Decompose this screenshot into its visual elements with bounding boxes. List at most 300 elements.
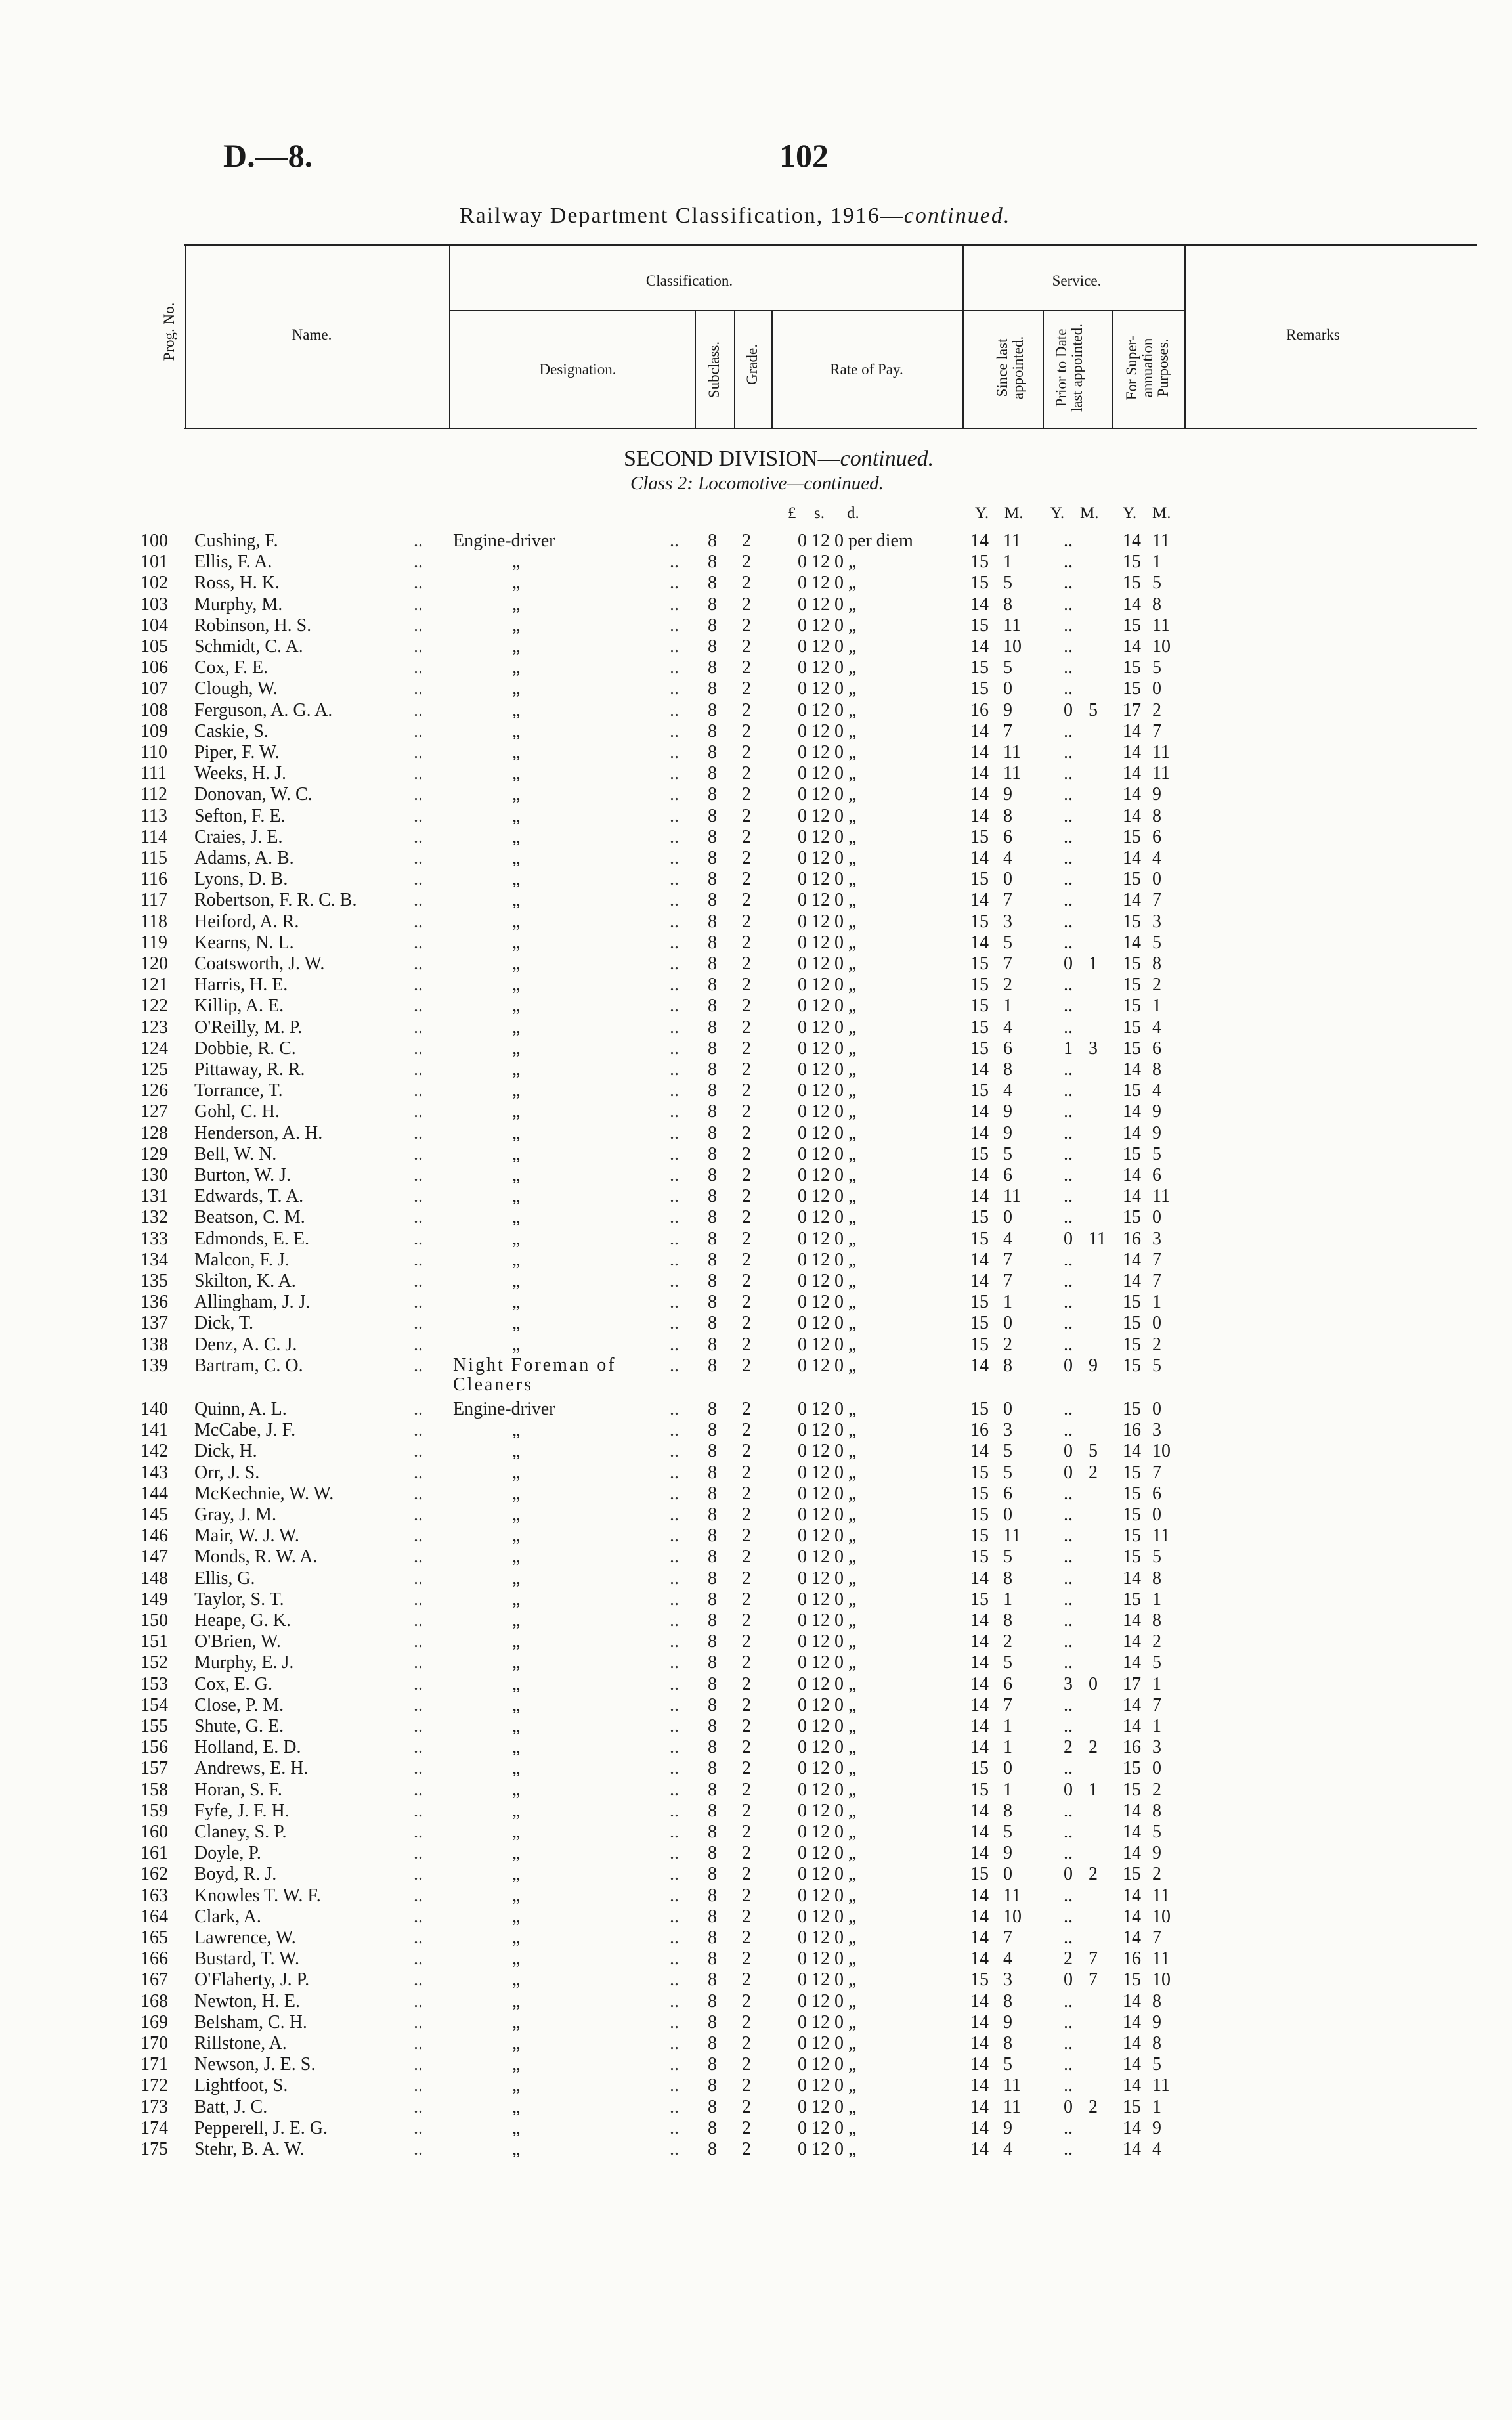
col-rule-2 xyxy=(449,244,450,428)
cell-designation: „ xyxy=(512,1441,521,1462)
cell-super-months: 8 xyxy=(1152,1991,1161,2012)
cell-super-years: 15 xyxy=(1123,678,1141,699)
cell-rate-of-pay: 0 12 0 „ xyxy=(798,1249,857,1270)
cell-name: Robertson, F. R. C. B. xyxy=(194,890,357,911)
cell-prog-no: 110 xyxy=(140,742,167,762)
cell-super-years: 15 xyxy=(1123,1017,1141,1038)
cell-grade: 2 xyxy=(742,1292,751,1313)
cell-name: Belsham, C. H. xyxy=(194,2012,307,2033)
cell-super-months: 3 xyxy=(1152,1737,1161,1758)
leader-dots: .. xyxy=(414,2054,423,2075)
cell-since-months: 5 xyxy=(1003,932,1012,953)
cell-grade: 2 xyxy=(742,720,751,741)
leader-dots: .. xyxy=(414,826,423,847)
cell-prior-years: .. xyxy=(1064,573,1073,594)
cell-since-months: 7 xyxy=(1003,954,1012,974)
cell-rate-of-pay: 0 12 0 „ xyxy=(798,1927,857,1948)
cell-subclass: 8 xyxy=(708,1610,717,1631)
cell-prior-years: 1 xyxy=(1064,1038,1073,1059)
cell-designation: „ xyxy=(512,1737,521,1758)
cell-subclass: 8 xyxy=(708,784,717,805)
cell-name: Ferguson, A. G. A. xyxy=(194,699,333,720)
cell-prog-no: 160 xyxy=(140,1822,168,1842)
cell-prior-years: 0 xyxy=(1064,1779,1073,1800)
cell-subclass: 8 xyxy=(708,1758,717,1779)
cell-super-years: 15 xyxy=(1123,1313,1141,1334)
cell-since-months: 7 xyxy=(1003,1694,1012,1715)
cell-designation: „ xyxy=(512,1038,521,1059)
cell-since-years: 14 xyxy=(970,1716,989,1736)
cell-since-years: 15 xyxy=(970,826,989,847)
cell-prior-years: .. xyxy=(1064,1822,1073,1842)
cell-since-months: 5 xyxy=(1003,2054,1012,2075)
cell-grade: 2 xyxy=(742,615,751,636)
cell-prior-years: 2 xyxy=(1064,1948,1073,1969)
leader-dots: .. xyxy=(414,678,423,699)
cell-subclass: 8 xyxy=(708,1547,717,1568)
cell-super-months: 11 xyxy=(1152,1526,1170,1547)
cell-since-years: 15 xyxy=(970,1526,989,1547)
cell-name: Mair, W. J. W. xyxy=(194,1526,299,1547)
table-row xyxy=(0,827,1512,848)
cell-super-years: 14 xyxy=(1123,1122,1141,1143)
cell-since-months: 9 xyxy=(1003,1843,1012,1864)
leader-dots: .. xyxy=(670,1059,679,1080)
cell-since-years: 15 xyxy=(970,996,989,1017)
cell-since-years: 15 xyxy=(970,1779,989,1800)
col-remarks: Remarks xyxy=(1286,326,1340,343)
cell-subclass: 8 xyxy=(708,699,717,720)
cell-since-years: 15 xyxy=(970,1864,989,1885)
leader-dots: .. xyxy=(414,2075,423,2096)
cell-super-years: 14 xyxy=(1123,2054,1141,2075)
cell-grade: 2 xyxy=(742,1822,751,1842)
leader-dots: .. xyxy=(414,657,423,678)
cell-rate-of-pay: 0 12 0 „ xyxy=(798,2096,857,2117)
cell-designation: „ xyxy=(512,678,521,699)
cell-prior-years: .. xyxy=(1064,1207,1073,1228)
cell-super-months: 7 xyxy=(1152,1462,1161,1483)
cell-prior-years: .. xyxy=(1064,552,1073,573)
leader-dots: .. xyxy=(670,699,679,720)
cell-grade: 2 xyxy=(742,1505,751,1525)
cell-grade: 2 xyxy=(742,1228,751,1249)
cell-name: Cox, E. G. xyxy=(194,1673,272,1694)
cell-since-years: 15 xyxy=(970,657,989,678)
cell-grade: 2 xyxy=(742,826,751,847)
table-row xyxy=(0,1737,1512,1758)
cell-designation: „ xyxy=(512,1462,521,1483)
leader-dots: .. xyxy=(670,1843,679,1864)
cell-subclass: 8 xyxy=(708,1906,717,1927)
cell-since-years: 14 xyxy=(970,1122,989,1143)
cell-name: Harris, H. E. xyxy=(194,975,288,996)
cell-prog-no: 128 xyxy=(140,1122,168,1143)
cell-prog-no: 121 xyxy=(140,975,168,996)
table-row xyxy=(0,636,1512,657)
leader-dots: .. xyxy=(670,975,679,996)
cell-prior-years: .. xyxy=(1064,1610,1073,1631)
cell-since-months: 9 xyxy=(1003,699,1012,720)
cell-designation: Engine-driver xyxy=(453,1399,555,1419)
cell-name: Pepperell, J. E. G. xyxy=(194,2117,328,2138)
cell-designation: „ xyxy=(512,1673,521,1694)
cell-name: Cushing, F. xyxy=(194,531,278,551)
cell-prog-no: 171 xyxy=(140,2054,168,2075)
cell-prior-years: .. xyxy=(1064,615,1073,636)
cell-super-months: 7 xyxy=(1152,1249,1161,1270)
cell-grade: 2 xyxy=(742,1547,751,1568)
cell-super-years: 14 xyxy=(1123,1568,1141,1589)
leader-dots: .. xyxy=(670,1758,679,1779)
cell-since-months: 5 xyxy=(1003,1462,1012,1483)
cell-prior-months: 5 xyxy=(1089,1441,1098,1462)
cell-super-months: 4 xyxy=(1152,848,1161,868)
leader-dots: .. xyxy=(670,1885,679,1906)
cell-since-years: 14 xyxy=(970,2117,989,2138)
cell-subclass: 8 xyxy=(708,2054,717,2075)
cell-grade: 2 xyxy=(742,531,751,551)
cell-super-months: 11 xyxy=(1152,742,1170,762)
cell-prior-years: .. xyxy=(1064,2139,1073,2159)
cell-since-months: 7 xyxy=(1003,1927,1012,1948)
cell-super-years: 15 xyxy=(1123,1589,1141,1610)
cell-super-months: 3 xyxy=(1152,911,1161,932)
cell-name: Ross, H. K. xyxy=(194,573,280,594)
cell-since-years: 14 xyxy=(970,1843,989,1864)
cell-rate-of-pay: 0 12 0 „ xyxy=(798,573,857,594)
leader-dots: .. xyxy=(670,848,679,868)
cell-since-months: 4 xyxy=(1003,1228,1012,1249)
cell-since-months: 0 xyxy=(1003,678,1012,699)
classification-subrule xyxy=(449,310,1184,311)
cell-name: Heape, G. K. xyxy=(194,1610,291,1631)
cell-since-years: 15 xyxy=(970,1038,989,1059)
cell-subclass: 8 xyxy=(708,573,717,594)
leader-dots: .. xyxy=(670,1165,679,1185)
leader-dots: .. xyxy=(670,1779,679,1800)
leader-dots: .. xyxy=(670,1906,679,1927)
cell-designation: „ xyxy=(512,848,521,868)
cell-prog-no: 114 xyxy=(140,826,167,847)
cell-subclass: 8 xyxy=(708,1864,717,1885)
col-grade: Grade. xyxy=(744,344,760,385)
leader-dots: .. xyxy=(670,911,679,932)
cell-name: Quinn, A. L. xyxy=(194,1399,287,1419)
table-row xyxy=(0,2033,1512,2054)
cell-super-months: 8 xyxy=(1152,1568,1161,1589)
table-row xyxy=(0,1038,1512,1059)
cell-grade: 2 xyxy=(742,1631,751,1652)
cell-prior-months: 9 xyxy=(1089,1355,1098,1376)
leader-dots: .. xyxy=(670,2054,679,2075)
cell-designation: „ xyxy=(512,1948,521,1969)
cell-since-months: 10 xyxy=(1003,636,1022,657)
cell-super-months: 0 xyxy=(1152,1505,1161,1525)
cell-designation: „ xyxy=(512,1568,521,1589)
cell-subclass: 8 xyxy=(708,1631,717,1652)
cell-rate-of-pay: 0 12 0 „ xyxy=(798,1716,857,1736)
leader-dots: .. xyxy=(670,805,679,826)
cell-super-months: 2 xyxy=(1152,699,1161,720)
cell-super-years: 15 xyxy=(1123,869,1141,890)
cell-prog-no: 138 xyxy=(140,1334,168,1355)
cell-rate-of-pay: 0 12 0 „ xyxy=(798,890,857,911)
cell-super-years: 14 xyxy=(1123,1843,1141,1864)
cell-rate-of-pay: 0 12 0 „ xyxy=(798,1843,857,1864)
cell-grade: 2 xyxy=(742,911,751,932)
class-heading: Class 2: Locomotive—continued. xyxy=(630,473,884,494)
cell-prior-months: 0 xyxy=(1089,1673,1098,1694)
cell-subclass: 8 xyxy=(708,2012,717,2033)
cell-since-months: 8 xyxy=(1003,805,1012,826)
cell-rate-of-pay: 0 12 0 „ xyxy=(798,1547,857,1568)
unit-since-y: Y. xyxy=(975,504,989,522)
cell-prior-years: .. xyxy=(1064,720,1073,741)
cell-since-months: 9 xyxy=(1003,1101,1012,1122)
cell-prior-years: .. xyxy=(1064,1399,1073,1419)
cell-prior-years: .. xyxy=(1064,1292,1073,1313)
table-row xyxy=(0,933,1512,954)
cell-super-years: 14 xyxy=(1123,1800,1141,1821)
cell-subclass: 8 xyxy=(708,1843,717,1864)
cell-super-months: 5 xyxy=(1152,1547,1161,1568)
leader-dots: .. xyxy=(670,1207,679,1228)
cell-super-years: 15 xyxy=(1123,826,1141,847)
cell-prior-years: .. xyxy=(1064,996,1073,1017)
table-row xyxy=(0,552,1512,573)
cell-subclass: 8 xyxy=(708,678,717,699)
cell-rate-of-pay: 0 12 0 „ xyxy=(798,720,857,741)
cell-prior-years: .. xyxy=(1064,1334,1073,1355)
cell-since-months: 4 xyxy=(1003,1948,1012,1969)
cell-name: Holland, E. D. xyxy=(194,1737,301,1758)
cell-since-years: 14 xyxy=(970,1822,989,1842)
cell-name: Fyfe, J. F. H. xyxy=(194,1800,290,1821)
cell-prior-months: 7 xyxy=(1089,1948,1098,1969)
table-row xyxy=(0,1463,1512,1484)
cell-prior-years: .. xyxy=(1064,2012,1073,2033)
cell-since-months: 5 xyxy=(1003,1822,1012,1842)
cell-super-months: 2 xyxy=(1152,1631,1161,1652)
leader-dots: .. xyxy=(414,594,423,615)
col-rule-7 xyxy=(1043,310,1044,428)
col-designation: Designation. xyxy=(539,361,616,378)
cell-since-years: 15 xyxy=(970,1399,989,1419)
cell-designation: „ xyxy=(512,1420,521,1441)
cell-prog-no: 151 xyxy=(140,1631,168,1652)
cell-super-months: 8 xyxy=(1152,1610,1161,1631)
cell-name: Heiford, A. R. xyxy=(194,911,299,932)
cell-designation: „ xyxy=(512,1694,521,1715)
cell-prog-no: 163 xyxy=(140,1885,168,1906)
cell-prog-no: 106 xyxy=(140,657,168,678)
table-row xyxy=(0,700,1512,721)
cell-since-years: 15 xyxy=(970,1483,989,1504)
cell-super-months: 11 xyxy=(1152,2075,1170,2096)
leader-dots: .. xyxy=(414,1631,423,1652)
cell-since-months: 8 xyxy=(1003,1991,1012,2012)
cell-grade: 2 xyxy=(742,869,751,890)
cell-grade: 2 xyxy=(742,1143,751,1164)
leader-dots: .. xyxy=(670,1589,679,1610)
cell-rate-of-pay: 0 12 0 „ xyxy=(798,1737,857,1758)
leader-dots: .. xyxy=(414,1038,423,1059)
cell-prog-no: 125 xyxy=(140,1059,168,1080)
cell-grade: 2 xyxy=(742,594,751,615)
cell-since-months: 8 xyxy=(1003,1059,1012,1080)
cell-name: Claney, S. P. xyxy=(194,1822,287,1842)
cell-super-years: 15 xyxy=(1123,1547,1141,1568)
leader-dots: .. xyxy=(414,1526,423,1547)
cell-rate-of-pay: 0 12 0 „ xyxy=(798,1059,857,1080)
cell-name: Henderson, A. H. xyxy=(194,1122,323,1143)
cell-grade: 2 xyxy=(742,2096,751,2117)
cell-subclass: 8 xyxy=(708,2096,717,2117)
col-subclass: Subclass. xyxy=(706,341,722,399)
cell-grade: 2 xyxy=(742,699,751,720)
cell-name: Bustard, T. W. xyxy=(194,1948,299,1969)
table-row xyxy=(0,1695,1512,1716)
cell-designation: „ xyxy=(512,2117,521,2138)
table-row xyxy=(0,1948,1512,1969)
cell-subclass: 8 xyxy=(708,1313,717,1334)
table-row xyxy=(0,848,1512,869)
cell-name: Dick, H. xyxy=(194,1441,257,1462)
cell-super-years: 14 xyxy=(1123,1991,1141,2012)
cell-designation: „ xyxy=(512,636,521,657)
cell-prior-years: .. xyxy=(1064,1843,1073,1864)
cell-prog-no: 162 xyxy=(140,1864,168,1885)
cell-designation: „ xyxy=(512,826,521,847)
leader-dots: .. xyxy=(670,1143,679,1164)
cell-super-months: 4 xyxy=(1152,1080,1161,1101)
cell-grade: 2 xyxy=(742,1673,751,1694)
cell-name: Lawrence, W. xyxy=(194,1927,296,1948)
cell-rate-of-pay: 0 12 0 „ xyxy=(798,1673,857,1694)
cell-name: Rillstone, A. xyxy=(194,2033,287,2054)
cell-prog-no: 124 xyxy=(140,1038,168,1059)
cell-since-years: 16 xyxy=(970,1420,989,1441)
cell-prior-years: .. xyxy=(1064,657,1073,678)
cell-super-months: 1 xyxy=(1152,996,1161,1017)
leader-dots: .. xyxy=(670,1228,679,1249)
cell-since-months: 2 xyxy=(1003,1631,1012,1652)
cell-subclass: 8 xyxy=(708,1059,717,1080)
cell-since-years: 15 xyxy=(970,1080,989,1101)
table-row xyxy=(0,1716,1512,1737)
table-row xyxy=(0,1420,1512,1441)
cell-super-years: 15 xyxy=(1123,573,1141,594)
col-name: Name. xyxy=(292,326,332,343)
cell-rate-of-pay: 0 12 0 „ xyxy=(798,1334,857,1355)
leader-dots: .. xyxy=(414,2139,423,2159)
cell-since-years: 15 xyxy=(970,1462,989,1483)
cell-designation: „ xyxy=(512,2096,521,2117)
leader-dots: .. xyxy=(414,1758,423,1779)
table-row xyxy=(0,1144,1512,1165)
cell-name: Bell, W. N. xyxy=(194,1143,277,1164)
cell-super-months: 0 xyxy=(1152,678,1161,699)
leader-dots: .. xyxy=(670,1927,679,1948)
cell-prior-years: .. xyxy=(1064,531,1073,551)
cell-super-months: 0 xyxy=(1152,1758,1161,1779)
leader-dots: .. xyxy=(414,2012,423,2033)
cell-prior-years: 3 xyxy=(1064,1673,1073,1694)
cell-since-months: 11 xyxy=(1003,2096,1021,2117)
leader-dots: .. xyxy=(414,1948,423,1969)
cell-subclass: 8 xyxy=(708,720,717,741)
cell-prog-no: 129 xyxy=(140,1143,168,1164)
cell-since-years: 14 xyxy=(970,1927,989,1948)
cell-prior-years: .. xyxy=(1064,869,1073,890)
cell-name: Murphy, M. xyxy=(194,594,283,615)
cell-prog-no: 146 xyxy=(140,1526,168,1547)
cell-since-months: 1 xyxy=(1003,1589,1012,1610)
cell-since-months: 10 xyxy=(1003,1906,1022,1927)
cell-subclass: 8 xyxy=(708,763,717,784)
cell-super-years: 14 xyxy=(1123,784,1141,805)
cell-prior-years: 0 xyxy=(1064,1228,1073,1249)
cell-prog-no: 173 xyxy=(140,2096,168,2117)
cell-designation: „ xyxy=(512,1505,521,1525)
col-service: Service. xyxy=(1052,273,1102,289)
cell-name: Edwards, T. A. xyxy=(194,1186,304,1207)
cell-super-years: 14 xyxy=(1123,1885,1141,1906)
cell-prog-no: 133 xyxy=(140,1228,168,1249)
cell-since-years: 14 xyxy=(970,1610,989,1631)
cell-rate-of-pay: 0 12 0 „ xyxy=(798,2139,857,2159)
cell-designation: „ xyxy=(512,1271,521,1291)
cell-prior-years: .. xyxy=(1064,2033,1073,2054)
cell-since-months: 11 xyxy=(1003,1885,1021,1906)
leader-dots: .. xyxy=(670,1441,679,1462)
cell-name: McCabe, J. F. xyxy=(194,1420,296,1441)
cell-super-years: 14 xyxy=(1123,763,1141,784)
cell-since-years: 15 xyxy=(970,678,989,699)
cell-subclass: 8 xyxy=(708,954,717,974)
unit-pounds: £ xyxy=(788,504,796,522)
unit-pence: d. xyxy=(847,504,859,522)
cell-super-years: 14 xyxy=(1123,1101,1141,1122)
cell-name: Batt, J. C. xyxy=(194,2096,268,2117)
table-row xyxy=(0,1780,1512,1801)
cell-rate-of-pay: 0 12 0 „ xyxy=(798,552,857,573)
cell-since-years: 14 xyxy=(970,784,989,805)
leader-dots: .. xyxy=(670,2139,679,2159)
cell-grade: 2 xyxy=(742,1101,751,1122)
cell-prog-no: 109 xyxy=(140,720,168,741)
cell-designation: „ xyxy=(512,975,521,996)
cell-grade: 2 xyxy=(742,1948,751,1969)
leader-dots: .. xyxy=(414,1462,423,1483)
cell-prog-no: 149 xyxy=(140,1589,168,1610)
cell-super-months: 8 xyxy=(1152,954,1161,974)
cell-name: Dick, T. xyxy=(194,1313,253,1334)
cell-subclass: 8 xyxy=(708,996,717,1017)
cell-since-months: 6 xyxy=(1003,826,1012,847)
cell-grade: 2 xyxy=(742,1441,751,1462)
table-row xyxy=(0,657,1512,678)
cell-super-months: 5 xyxy=(1152,2054,1161,2075)
col-prog-no: Prog. No. xyxy=(161,302,177,361)
leader-dots: .. xyxy=(414,1059,423,1080)
cell-prior-months: 7 xyxy=(1089,1969,1098,1991)
cell-name: Bartram, C. O. xyxy=(194,1355,303,1376)
cell-since-years: 15 xyxy=(970,1547,989,1568)
cell-rate-of-pay: 0 12 0 „ xyxy=(798,1822,857,1842)
leader-dots: .. xyxy=(670,742,679,762)
